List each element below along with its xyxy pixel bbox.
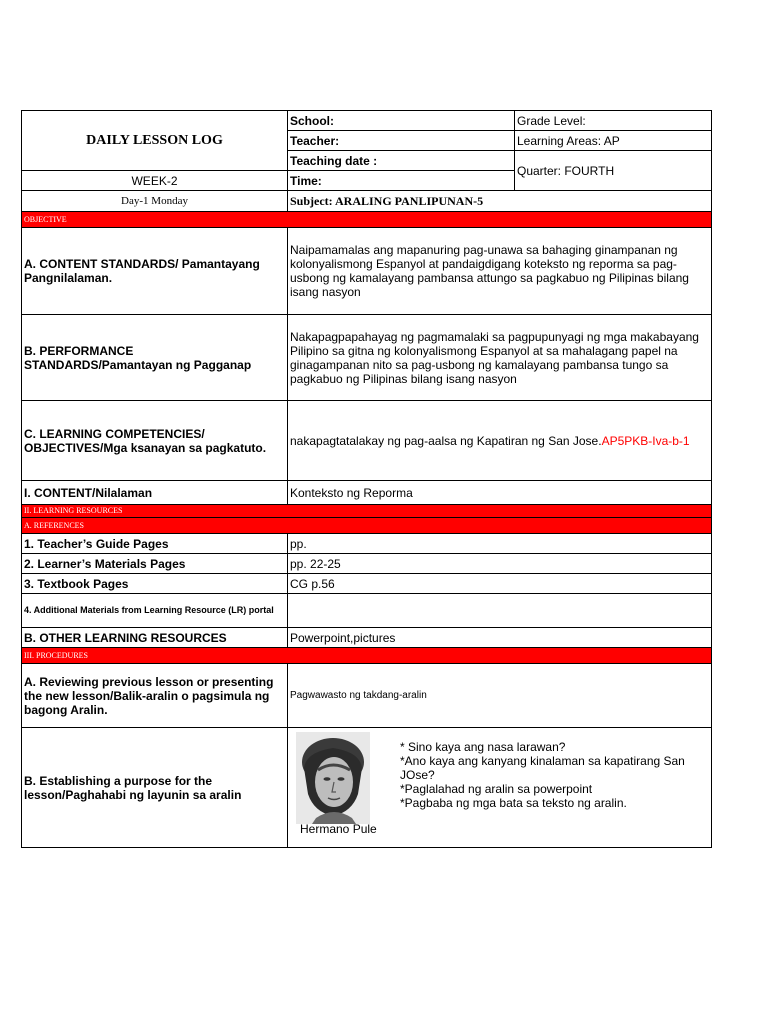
additional-materials-label: 4. Additional Materials from Learning Resource (LR) portal (21, 593, 288, 628)
teaching-date-field: Teaching date : (287, 150, 515, 171)
other-resources-value: Powerpoint,pictures (287, 627, 712, 648)
establishing-line: * Sino kaya ang nasa larawan? (400, 740, 566, 754)
teachers-guide-label: 1. Teacher’s Guide Pages (21, 533, 288, 554)
day-cell: Day-1 Monday (21, 190, 288, 212)
performance-standards-label: B. PERFORMANCE STANDARDS/Pamantayan ng Pagganap (21, 314, 288, 401)
reviewing-label: A. Reviewing previous lesson or presenting the new lesson/Balik-aralin o pagsimula ng bagong Aralin. (21, 663, 288, 728)
teachers-guide-value: pp. (287, 533, 712, 554)
time-field: Time: (287, 170, 515, 191)
content-standards-value: Naipamamalas ang mapanuring pag-unawa sa bahaging ginampanan ng kolonyalismong Espanyol at pandaigdigang koteksto ng reporma sa pag-usbong ng kamalayang pambansa attungo sa pagkabuo ng Pilipinas bilang isang nasyon (287, 227, 712, 315)
additional-materials-value (287, 593, 712, 628)
portrait-image (296, 732, 370, 824)
competencies-label: C. LEARNING COMPETENCIES/ OBJECTIVES/Mga ksanayan sa pagkatuto. (21, 400, 288, 481)
other-resources-label: B. OTHER LEARNING RESOURCES (21, 627, 288, 648)
reviewing-value: Pagwawasto ng takdang-aralin (287, 663, 712, 728)
competencies-value (287, 400, 712, 481)
section-procedures: III. PROCEDURES (21, 647, 712, 664)
learning-areas-field: Learning Areas: AP (514, 130, 712, 151)
grade-level-field: Grade Level: (514, 110, 712, 131)
quarter-field: Quarter: FOURTH (514, 150, 712, 191)
content-value: Konteksto ng Reporma (287, 480, 712, 505)
learners-materials-value: pp. 22-25 (287, 553, 712, 574)
portrait-caption: Hermano Pule (300, 822, 377, 836)
competency-code: AP5PKB-Iva-b-1 (601, 433, 690, 448)
section-learning-resources: II. LEARNING RESOURCES (21, 504, 712, 518)
log-title: DAILY LESSON LOG (21, 110, 288, 171)
content-label: I. CONTENT/Nilalaman (21, 480, 288, 505)
performance-standards-value: Nakapagpapahayag ng pagmamalaki sa pagpupunyagi ng mga makabayang Pilipino sa gitna ng kolonyalismong Espanyol at sa mahalagang papel na ginagampanan nito sa pag-usbong ng kamalayang pambansa tungo sa pagkabuo ng Pilipinas bilang isang nasyon (287, 314, 712, 401)
establishing-value (287, 727, 712, 848)
establishing-line: *Pagbaba ng mga bata sa teksto ng aralin. (400, 796, 627, 810)
textbook-value: CG p.56 (287, 573, 712, 594)
competencies-text: nakapagtatalakay ng pag-aalsa ng Kapatiran ng San Jose. (290, 433, 602, 448)
establishing-lines (400, 740, 700, 810)
content-standards-label: A. CONTENT STANDARDS/ Pamantayang Pangnilalaman. (21, 227, 288, 315)
week-cell: WEEK-2 (21, 170, 288, 191)
section-references: A. REFERENCES (21, 517, 712, 534)
school-field: School: (287, 110, 515, 131)
section-objective: OBJECTIVE (21, 211, 712, 228)
establishing-line: *Paglalahad ng aralin sa powerpoint (400, 782, 593, 796)
establishing-line: *Ano kaya ang kanyang kinalaman sa kapatirang San JOse? (400, 754, 685, 782)
teacher-field: Teacher: (287, 130, 515, 151)
learners-materials-label: 2. Learner’s Materials Pages (21, 553, 288, 574)
textbook-label: 3. Textbook Pages (21, 573, 288, 594)
subject-cell: Subject: ARALING PANLIPUNAN-5 (287, 190, 712, 212)
establishing-label: B. Establishing a purpose for the lesson/Paghahabi ng layunin sa aralin (21, 727, 288, 848)
